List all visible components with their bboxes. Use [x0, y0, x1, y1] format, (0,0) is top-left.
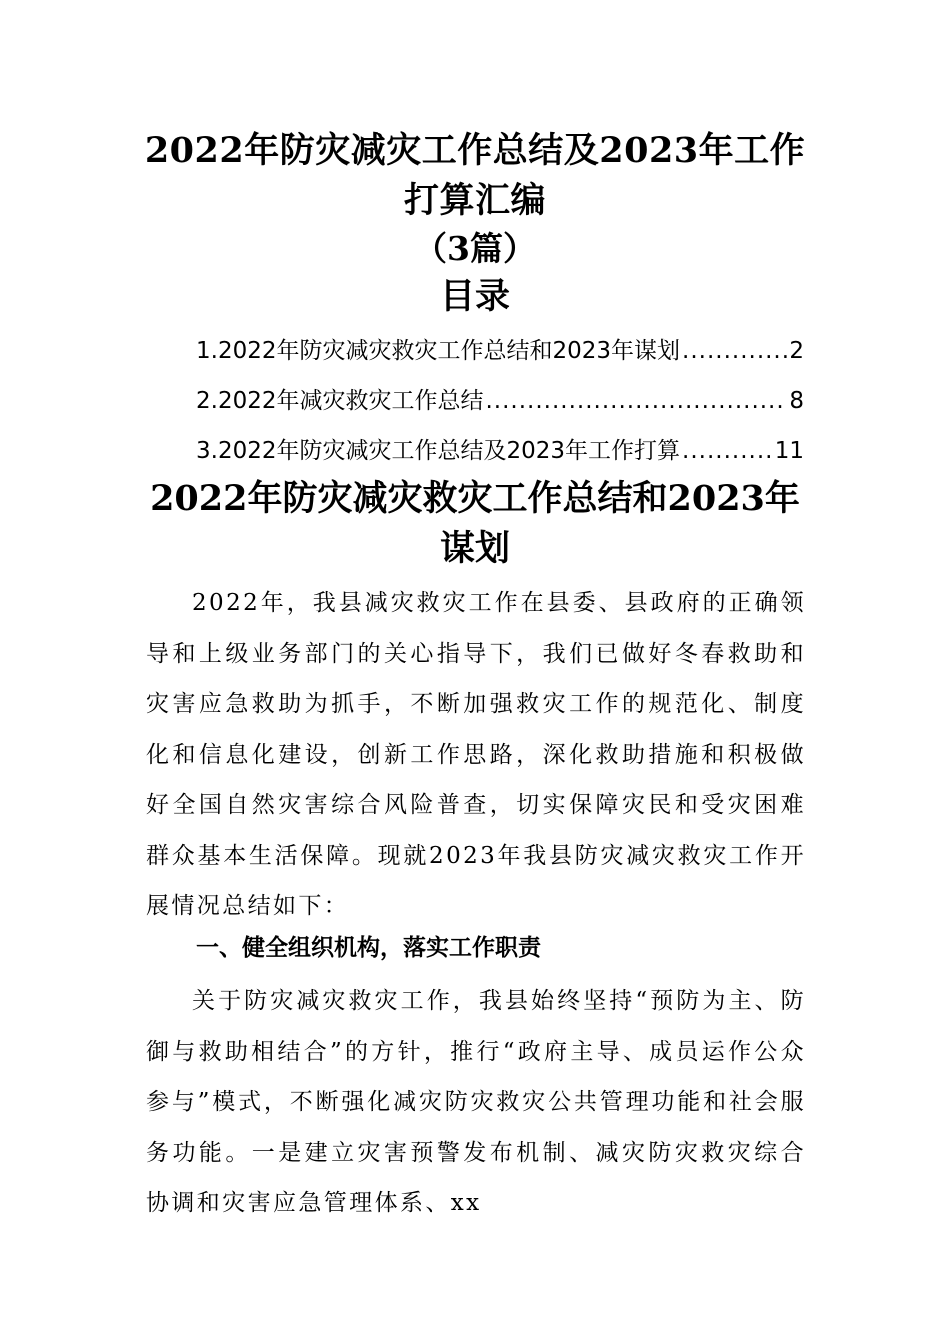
body-paragraph: 关于防灾减灾救灾工作，我县始终坚持“预防为主、防御与救助相结合”的方针，推行“政府主导、成员运作公众参与”模式，不断强化减灾防灾救灾公共管理功能和社会服务功能。一是建立灾害预警发布机制、减灾防灾救灾综合协调和灾害应急管理体系、xx [146, 988, 806, 1216]
toc-entry-text: 2.2022年减灾救灾工作总结 [196, 388, 484, 414]
toc-leader-dots [485, 384, 787, 418]
toc-entry-text: 3.2022年防灾减灾工作总结及2023年工作打算 [196, 438, 681, 464]
toc-entry[interactable] [196, 434, 804, 468]
document-title: 2022年防灾减灾工作总结及2023年工作打算汇编 [144, 130, 806, 221]
toc-leader-dots [682, 434, 773, 468]
toc-entry[interactable] [196, 384, 804, 418]
toc-entry-page: 8 [789, 388, 804, 414]
section-heading: 一、健全组织机构，落实工作职责 [196, 935, 541, 961]
toc-entry-page: 2 [789, 338, 804, 364]
document-count: （3篇） [414, 229, 536, 268]
toc-heading: 目录 [439, 276, 510, 317]
toc-entry-page: 11 [774, 438, 804, 464]
section-title: 2022年防灾减灾救灾工作总结和2023年谋划 [150, 478, 800, 569]
body-paragraph: 2022年，我县减灾救灾工作在县委、县政府的正确领导和上级业务部门的关心指导下，我们已做好冬春救助和灾害应急救助为抓手，不断加强救灾工作的规范化、制度化和信息化建设，创新工作思路，深化救助措施和积极做好全国自然灾害综合风险普查，切实保障灾民和受灾困难群众基本生活保障。现就2023年我县防灾减灾救灾工作开展情况总结如下： [146, 590, 806, 919]
toc-entry-text: 1.2022年防灾减灾救灾工作总结和2023年谋划 [196, 338, 681, 364]
toc-entry[interactable] [196, 334, 804, 368]
toc-leader-dots [682, 334, 787, 368]
